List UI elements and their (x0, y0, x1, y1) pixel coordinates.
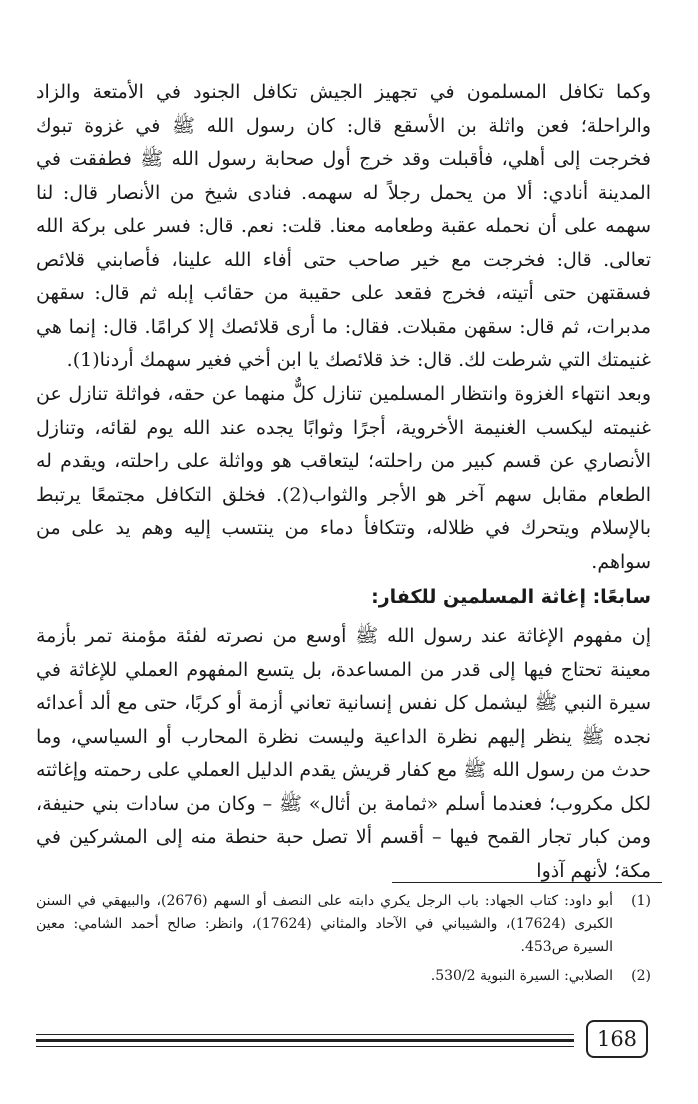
paragraph-commentary: وبعد انتهاء الغزوة وانتظار المسلمين تنازل كلٌّ منهما عن حقه، فواثلة تنازل عن غنيمته ليكسب الغنيمة الأخروية، أجرًا وثوابًا يجده عند الله يوم لقائه، وتنازل الأنصاري عن قسم كبير من راحلته؛ ليتعاقب هو وواثلة على راحلته، ويقدم له الطعام مقابل سهم آخر هو الأجر والثواب(2). فخلق التكافل مجتمعًا يرتبط بالإسلام ويتحرك في ظلاله، وتتكافأ دماء من ينتسب إليه وهم يد على من سواهم. (36, 383, 651, 573)
footer-rule (36, 1034, 574, 1035)
footnote-number: (1) (631, 893, 651, 909)
page-body (36, 76, 651, 888)
paragraph-relief: إن مفهوم الإغاثة عند رسول الله ﷺ أوسع من نصرته لفئة مؤمنة تمر بأزمة معينة تحتاج فيها إلى قدر من المساعدة، بل يتسع المفهوم العملي للإغاثة في سيرة النبي ﷺ ليشمل كل نفس إنسانية تعاني أزمة أو كربًا، حتى مع ألد أعدائه نجده ﷺ ينظر إليهم نظرة الداعية وليست نظرة المحارب أو السياسي، وما حدث من رسول الله ﷺ مع كفار قريش يقدم الدليل العملي على رحمته وإغاثته لكل مكروب؛ فعندما أسلم «ثمامة بن أثال» ﷺ – وكان من سادات بني حنيفة، ومن كبار تجار القمح فيها – أقسم ألا تصل حبة حنطة منه إلى المشركين في مكة؛ لأنهم آذوا (36, 625, 651, 882)
section-heading: سابعًا: إغاثة المسلمين للكفار: (371, 586, 651, 608)
footer-rule (36, 1046, 574, 1047)
footer-rule (36, 1039, 574, 1042)
footnote-text: أبو داود: كتاب الجهاد: باب الرجل يكري دابته على النصف أو السهم (2676)، والبيهقي في السنن الكبرى (17624)، والشيباني في الآحاد والمثاني (17624)، وانظر: صالح أحمد الشامي: معين السيرة ص453. (36, 893, 613, 955)
footnote-number: (2) (631, 968, 651, 984)
page-number: 168 (586, 1020, 648, 1058)
footnote-text: الصلابي: السيرة النبوية 530/2. (430, 968, 613, 984)
footnote-item (36, 965, 651, 988)
page-footer (36, 1020, 651, 1060)
footnote-item (36, 890, 651, 959)
footnotes (36, 890, 651, 994)
footnote-separator (392, 882, 662, 883)
paragraph-hadith: وكما تكافل المسلمون في تجهيز الجيش تكافل الجنود في الأمتعة والزاد والراحلة؛ فعن واثلة بن الأسقع قال: كان رسول الله ﷺ في غزوة تبوك فخرجت إلى أهلي، فأقبلت وقد خرج أول صحابة رسول الله ﷺ فطفقت في المدينة أنادي: ألا من يحمل رجلاً له سهمه. فنادى شيخ من الأنصار قال: لنا سهمه على أن نحمله عقبة وطعامه معنا. قلت: نعم. قال: فسر على بركة الله تعالى. قال: فخرجت مع خير صاحب حتى أفاء الله علينا، فأصابني قلائص فسقتهن حتى أتيته، فخرج فقعد على حقيبة من حقائب إبله ثم قال: سقهن مدبرات، ثم قال: سقهن مقبلات. فقال: ما أرى قلائصك إلا كرامًا. قال: إنما هي غنيمتك التي شرطت لك. قال: خذ قلائصك يا ابن أخي فغير سهمك أردنا(1). (36, 81, 651, 371)
